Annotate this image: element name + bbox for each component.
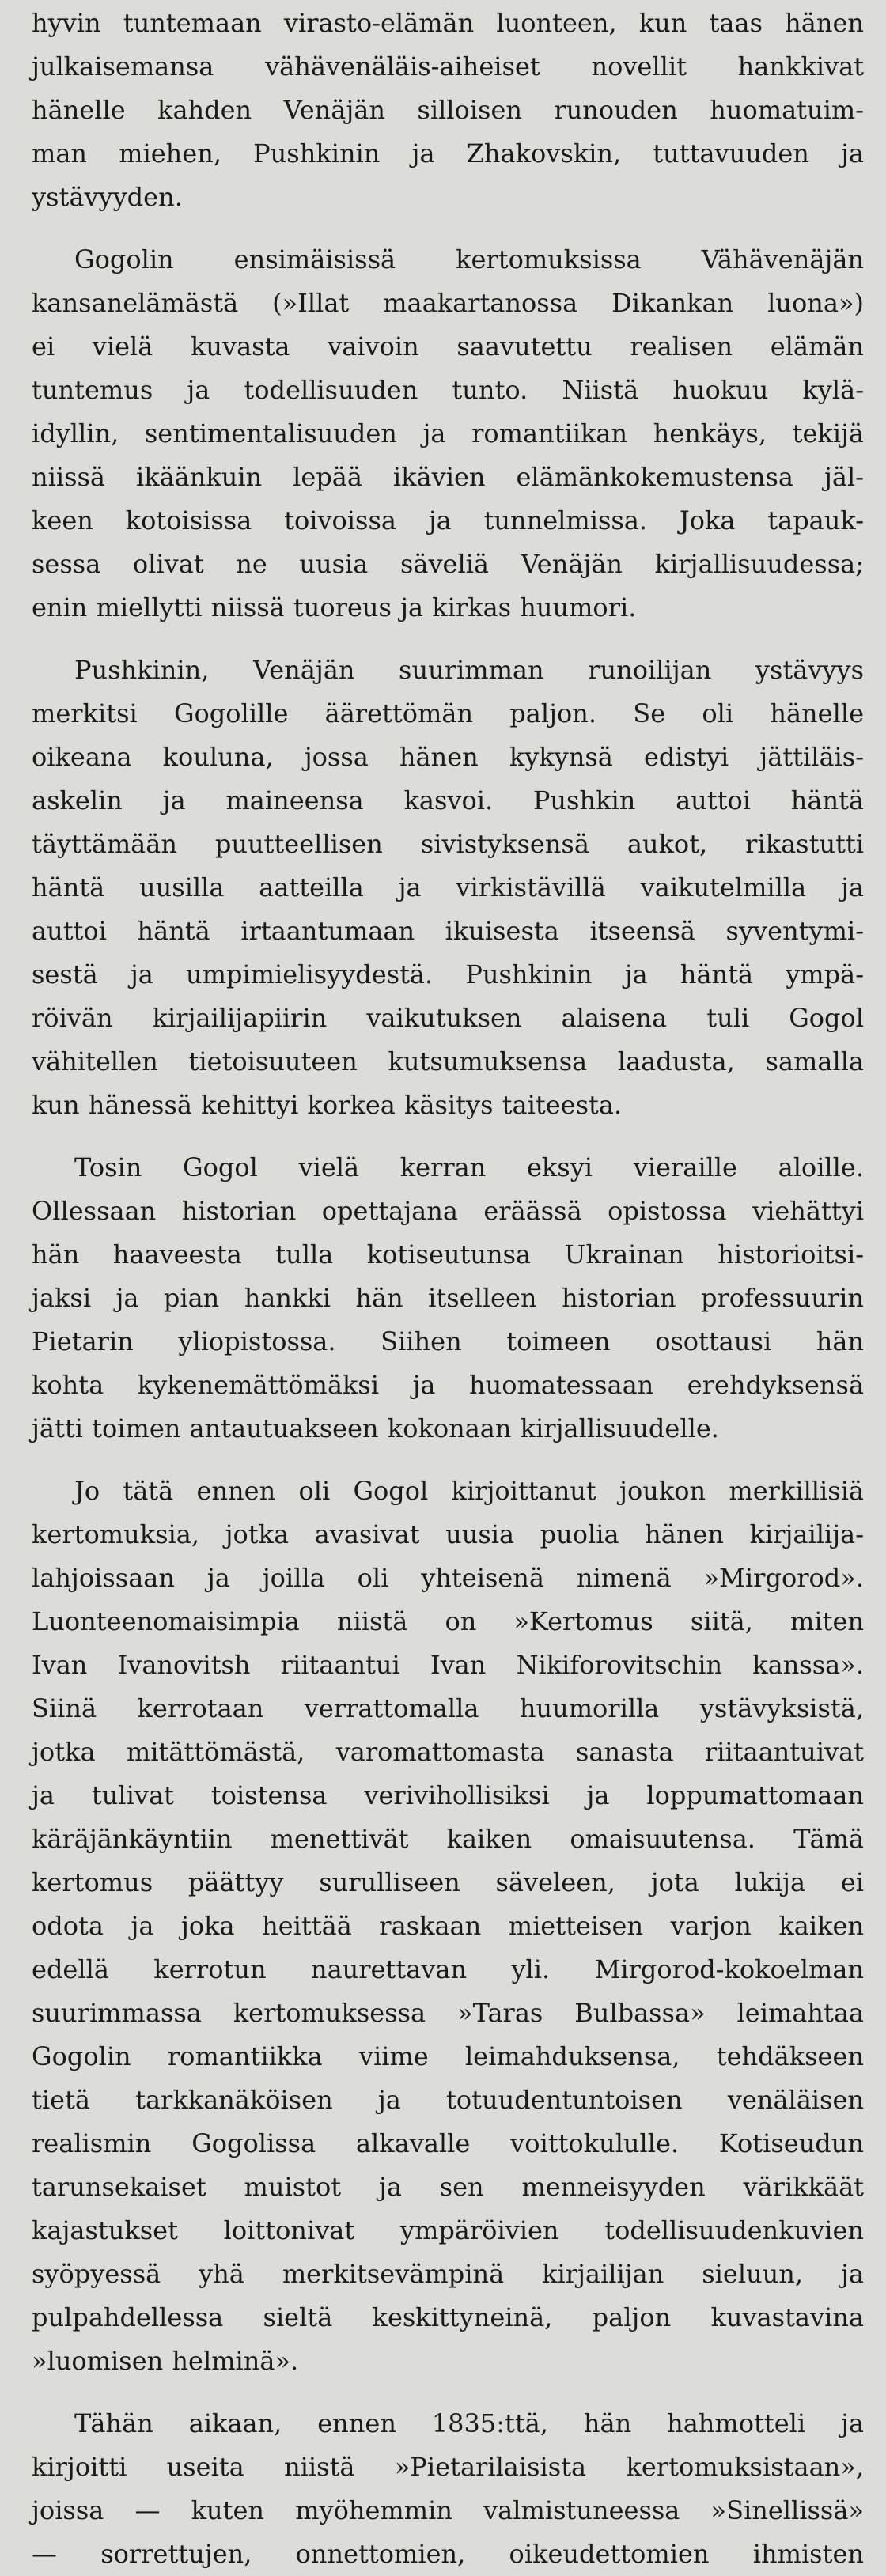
paragraph: [32, 2, 864, 219]
paragraph: [32, 2402, 864, 2576]
text-line: täyttämään puutteellisen sivistyksensä aukot, rikastutti: [32, 829, 864, 859]
text-line: ystävyyden.: [32, 182, 183, 212]
text-line: hänelle kahden Venäjän silloisen runouden huomatuim-: [32, 95, 864, 125]
text-line: sessa olivat ne uusia säveliä Venäjän kirjallisuudessa;: [32, 549, 864, 579]
text-line: auttoi häntä irtaantumaan ikuisesta itseensä syventymi-: [32, 916, 864, 946]
text-line: Pietarin yliopistossa. Siihen toimeen osottausi hän: [32, 1326, 864, 1356]
text-line: vähitellen tietoisuuteen kutsumuksensa laadusta, samalla: [32, 1046, 864, 1076]
text-line: hän haaveesta tulla kotiseutunsa Ukrainan historioitsi-: [32, 1239, 864, 1269]
text-line: suurimmassa kertomuksessa »Taras Bulbassa» leimahtaa: [32, 1998, 864, 2028]
text-line: röivän kirjailijapiirin vaikutuksen alaisena tuli Gogol: [32, 1003, 864, 1033]
body-text: [32, 2, 864, 2576]
text-line: askelin ja maineensa kasvoi. Pushkin auttoi häntä: [32, 785, 864, 815]
text-line: oikeana kouluna, jossa hänen kykynsä edistyi jättiläis-: [32, 742, 864, 772]
text-line: julkaisemansa vähävenäläis-aiheiset novellit hankkivat: [32, 51, 864, 81]
text-line: Gogolin romantiikka viime leimahduksensa, tehdäkseen: [32, 2041, 864, 2071]
text-line: syöpyessä yhä merkitsevämpinä kirjailijan sieluun, ja: [32, 2259, 864, 2289]
text-line: kertomuksia, jotka avasivat uusia puolia hänen kirjailija-: [32, 1519, 864, 1549]
text-line: kajastukset loittonivat ympäröivien todellisuudenkuvien: [32, 2215, 864, 2245]
text-line: Ollessaan historian opettajana eräässä opistossa viehättyi: [32, 1196, 864, 1226]
text-line: kun hänessä kehittyi korkea käsitys taiteesta.: [32, 1090, 623, 1120]
text-line: pulpahdellessa sieltä keskittyneinä, paljon kuvastavina: [32, 2302, 864, 2332]
text-line: jätti toimen antautuakseen kokonaan kirjallisuudelle.: [32, 1413, 719, 1443]
text-line: joissa — kuten myöhemmin valmistuneessa »Sinellissä»: [32, 2495, 864, 2525]
text-line: Tosin Gogol vielä kerran eksyi vieraille aloille.: [74, 1152, 864, 1182]
text-line: kirjoitti useita niistä »Pietarilaisista kertomuksistaan»,: [32, 2452, 864, 2482]
paragraph: [32, 1146, 864, 1451]
text-line: realismin Gogolissa alkavalle voittokululle. Kotiseudun: [32, 2128, 864, 2158]
text-line: idyllin, sentimentalisuuden ja romantiikan henkäys, tekijä: [32, 418, 864, 448]
text-line: kansanelämästä (»Illat maakartanossa Dikankan luona»): [32, 288, 864, 318]
paragraph: [32, 1470, 864, 2383]
text-line: kohta kykenemättömäksi ja huomatessaan erehdyksensä: [32, 1370, 864, 1400]
text-line: Jo tätä ennen oli Gogol kirjoittanut joukon merkillisiä: [74, 1476, 864, 1506]
text-line: — sorrettujen, onnettomien, oikeudettomien ihmisten: [32, 2539, 864, 2569]
text-line: jotka mitättömästä, varomattomasta sanasta riitaantuivat: [32, 1737, 864, 1767]
text-line: jaksi ja pian hankki hän itselleen historian professuurin: [32, 1283, 864, 1313]
text-line: merkitsi Gogolille äärettömän paljon. Se oli hänelle: [32, 698, 864, 728]
text-line: keen kotoisissa toivoissa ja tunnelmissa. Joka tapauk-: [32, 505, 864, 535]
text-line: ja tulivat toistensa verivihollisiksi ja loppumattomaan: [32, 1780, 864, 1810]
text-line: Pushkinin, Venäjän suurimman runoilijan ystävyys: [74, 655, 864, 685]
paragraph: [32, 649, 864, 1127]
text-line: Ivan Ivanovitsh riitaantui Ivan Nikiforovitschin kanssa».: [32, 1650, 864, 1680]
text-line: häntä uusilla aatteilla ja virkistävillä vaikutelmilla ja: [32, 872, 864, 902]
text-line: ei vielä kuvasta vaivoin saavutettu realisen elämän: [32, 331, 864, 361]
text-line: tarunsekaiset muistot ja sen menneisyyden värikkäät: [32, 2172, 864, 2202]
text-line: niissä ikäänkuin lepää ikävien elämänkokemustensa jäl-: [32, 462, 864, 492]
text-line: tuntemus ja todellisuuden tunto. Niistä huokuu kylä-: [32, 375, 864, 405]
text-line: »luomisen helminä».: [32, 2346, 299, 2376]
text-line: man miehen, Pushkinin ja Zhakovskin, tuttavuuden ja: [32, 138, 864, 168]
text-line: tietä tarkkanäköisen ja totuudentuntoisen venäläisen: [32, 2085, 864, 2115]
paragraph: [32, 238, 864, 630]
text-line: hyvin tuntemaan virasto-elämän luonteen, kun taas hänen: [32, 8, 864, 38]
text-line: kertomus päättyy surulliseen säveleen, jota lukija ei: [32, 1867, 864, 1897]
text-line: Gogolin ensimäisissä kertomuksissa Vähävenäjän: [74, 244, 864, 274]
text-line: edellä kerrotun naurettavan yli. Mirgorod-kokoelman: [32, 1954, 864, 1984]
text-line: sestä ja umpimielisyydestä. Pushkinin ja häntä ympä-: [32, 959, 864, 989]
text-line: Siinä kerrotaan verrattomalla huumorilla ystävyksistä,: [32, 1693, 864, 1723]
text-line: Tähän aikaan, ennen 1835:ttä, hän hahmotteli ja: [74, 2408, 864, 2438]
text-line: lahjoissaan ja joilla oli yhteisenä nimenä »Mirgorod».: [32, 1563, 864, 1593]
text-line: odota ja joka heittää raskaan mietteisen varjon kaiken: [32, 1911, 864, 1941]
text-line: Luonteenomaisimpia niistä on »Kertomus siitä, miten: [32, 1606, 864, 1636]
text-line: enin miellytti niissä tuoreus ja kirkas huumori.: [32, 592, 637, 622]
text-line: käräjänkäyntiin menettivät kaiken omaisuutensa. Tämä: [32, 1824, 864, 1854]
